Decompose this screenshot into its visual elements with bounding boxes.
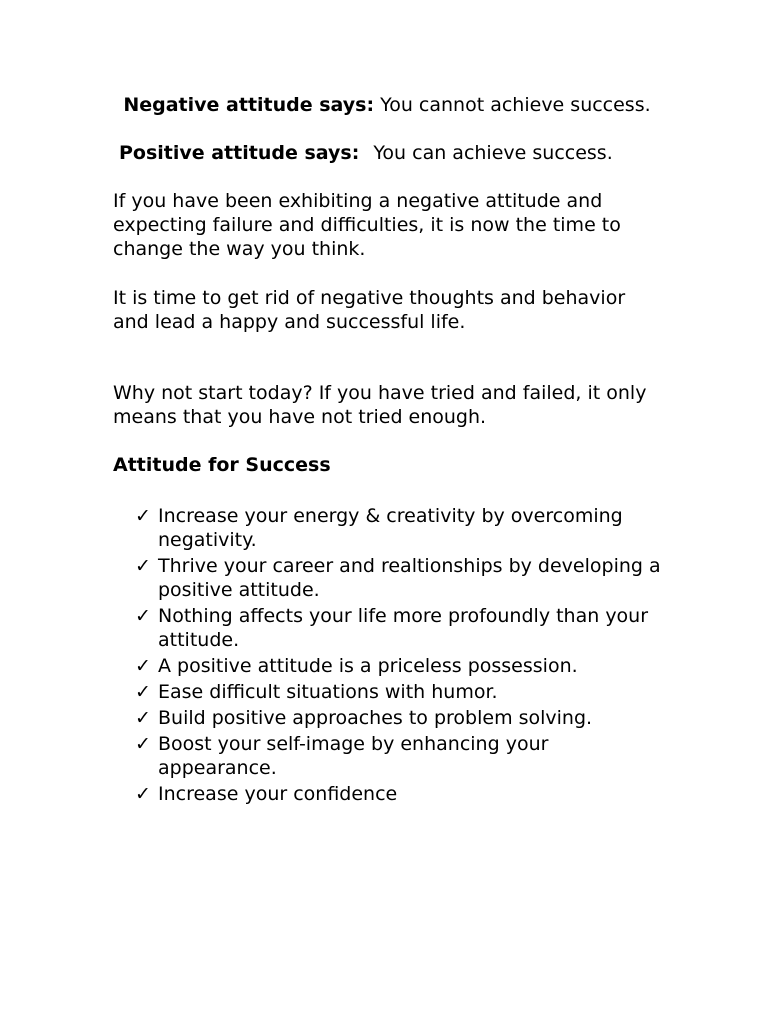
document-body [113,93,661,808]
negative-attitude-text: You cannot achieve success. [380,94,651,116]
check-icon: ✓ [135,707,151,729]
paragraph-start-today: Why not start today? If you have tried and failed, it only means that you have not tried enough. [113,382,647,428]
checklist-item-text: Ease difficult situations with humor. [158,681,498,703]
positive-attitude-label: Positive attitude says: [119,142,360,164]
checklist-item [113,554,661,602]
paragraph-change-thinking: If you have been exhibiting a negative attitude and expecting failure and difficulties, it is now the time to change the way you think. [113,190,621,260]
check-icon: ✓ [135,505,151,527]
checklist-item-text: Increase your energy & creativity by overcoming negativity. [158,505,623,551]
negative-attitude-label: Negative attitude says: [123,94,375,116]
checklist-item-text: A positive attitude is a priceless possession. [158,655,578,677]
check-icon: ✓ [135,655,151,677]
section-heading: Attitude for Success [113,454,331,476]
check-icon: ✓ [135,733,151,755]
check-icon: ✓ [135,783,151,805]
check-icon: ✓ [135,555,151,577]
checklist-item-text: Nothing affects your life more profoundly than your attitude. [158,605,649,651]
checklist-item-text: Increase your confidence [158,783,398,805]
checklist-item-text: Thrive your career and realtionships by developing a positive attitude. [158,555,661,601]
checklist-item [113,504,661,552]
checklist-item [113,604,661,652]
checklist-item [113,706,661,730]
checklist-item-text: Boost your self-image by enhancing your appearance. [158,733,549,779]
success-checklist [113,504,661,806]
positive-attitude-statement [113,141,661,165]
checklist-item [113,732,661,780]
check-icon: ✓ [135,681,151,703]
checklist-item-text: Build positive approaches to problem solving. [158,707,593,729]
paragraph-get-rid-negative: It is time to get rid of negative thoughts and behavior and lead a happy and successful life. [113,287,626,333]
checklist-item [113,782,661,806]
negative-attitude-statement [113,93,661,117]
positive-attitude-text: You can achieve success. [373,142,613,164]
checklist-item [113,680,661,704]
check-icon: ✓ [135,605,151,627]
checklist-item [113,654,661,678]
